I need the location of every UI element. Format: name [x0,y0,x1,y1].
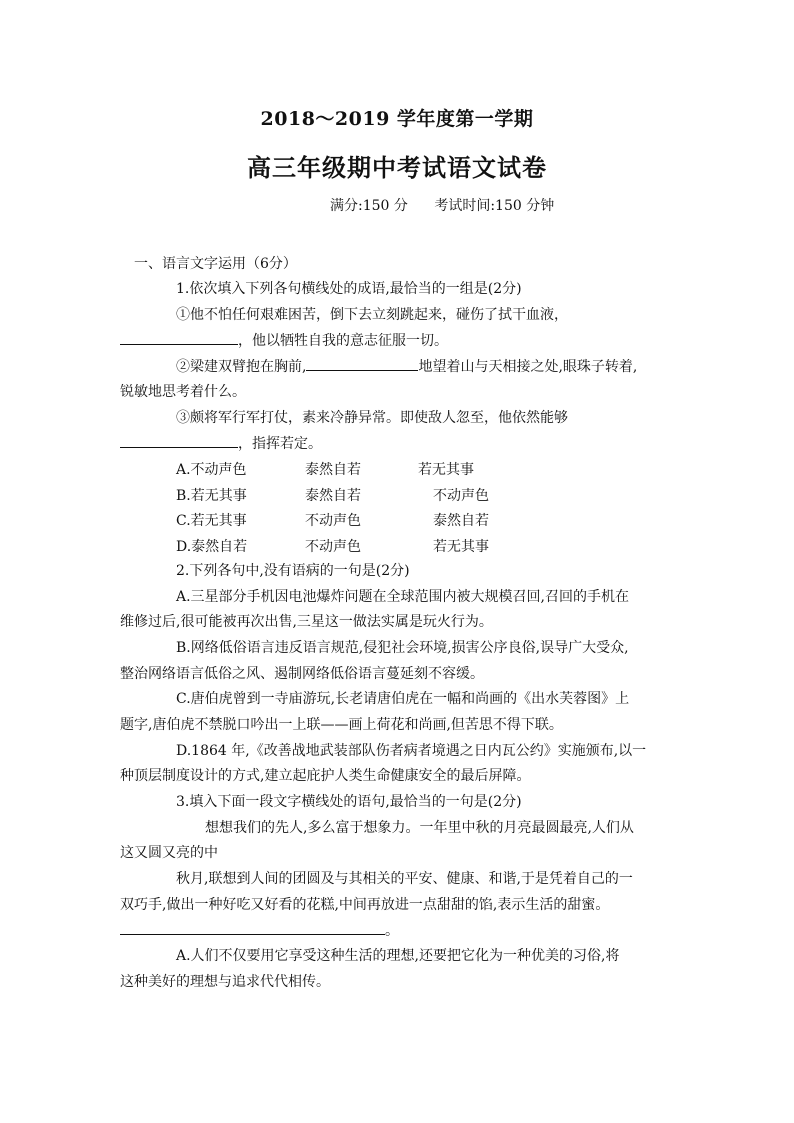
q3-passage-line5: 。 [120,920,399,941]
q1-stem: 1.依次填入下列各句横线处的成语,最恰当的一组是(2分) [176,281,522,297]
q3-stem: 3.填入下面一段文字横线处的语句,最恰当的一句是(2分) [176,794,522,810]
q1-option-b-3: 不动声色 [433,488,489,504]
q2-option-a-line1: A.三星部分手机因电池爆炸问题在全球范围内被大规模召回,召回的手机在 [176,589,630,605]
q3-option-a-line1: A.人们不仅要用它享受这种生活的理想,还要把它化为一种优美的习俗,将 [176,948,620,964]
q1-sentence3-line1: ③颇将军行军打仗，素来冷静异常。即使敌人忽至，他依然能够 [176,410,568,426]
section-heading: 一、语言文字运用（6分） [134,256,297,272]
q1-option-a-3: 若无其事 [418,462,474,478]
q2-option-d-line1: D.1864 年,《改善战地武装部队伤者病者境遇之日内瓦公约》实施颁布,以一 [176,743,647,759]
q1-option-d-3: 若无其事 [433,539,489,555]
blank-line [306,356,418,371]
q1-option-d-1: D.泰然自若 [176,539,248,555]
q1-sentence1-line2: ，他以牺牲自我的意志征服一切。 [120,330,448,351]
q1-option-a-2: 泰然自若 [305,462,361,478]
q1-option-a-1: A.不动声色 [176,462,247,478]
q1-option-c-2: 不动声色 [305,513,361,529]
q3-passage-line3: 秋月,联想到人间的团圆及与其相关的平安、健康、和谐,于是凭着自己的一 [176,871,633,887]
q1-option-d-2: 不动声色 [305,539,361,555]
q1-sentence2-line2: 锐敏地思考着什么。 [120,384,246,400]
q2-option-c-line1: C.唐伯虎曾到一寺庙游玩,长老请唐伯虎在一幅和尚画的《出水芙蓉图》上 [176,691,630,707]
q1-option-c-3: 泰然自若 [433,513,489,529]
q3-passage-line1: 想想我们的先人,多么富于想象力。一年里中秋的月亮最圆最亮,人们从 [205,820,634,836]
blank-line [120,433,238,448]
exam-title: 高三年级期中考试语文试卷 [247,153,547,182]
q2-option-b-line2: 整治网络语言低俗之风、遏制网络低俗语言蔓延刻不容缓。 [120,666,484,682]
blank-line [120,920,385,935]
q2-option-b-line1: B.网络低俗语言违反语言规范,侵犯社会环境,损害公序良俗,误导广大受众, [176,640,629,656]
q1-sentence3-line2: ，指挥若定。 [120,433,322,454]
q1-option-c-1: C.若无其事 [176,513,247,529]
q1-option-b-1: B.若无其事 [176,488,247,504]
q3-passage-line4: 双巧手,做出一种好吃又好看的花糕,中间再放进一点甜甜的馅,表示生活的甜蜜。 [120,897,610,913]
q1-option-b-2: 泰然自若 [305,488,361,504]
q1-sentence2-line1: ②梁建双臂抱在胸前, 地望着山与天相接之处,眼珠子转着, [176,356,637,377]
exam-meta [330,195,576,215]
q2-option-c-line2: 题字,唐伯虎不禁脱口吟出一上联——画上荷花和尚画,但苦思不得下联。 [120,717,563,733]
q3-passage-line2: 这又圆又亮的中 [120,845,218,861]
q2-option-a-line2: 维修过后,很可能被再次出售,三星这一做法实属是玩火行为。 [120,614,493,630]
q2-option-d-line2: 种顶层制度设计的方式,建立起庇护人类生命健康安全的最后屏障。 [120,768,531,784]
exam-time: 考试时间:150 分钟 [434,198,555,214]
q1-sentence1-line1: ①他不怕任何艰难困苦，倒下去立刻跳起来，碰伤了拭干血液， [176,307,568,323]
q2-stem: 2.下列各句中,没有语病的一句是(2分) [176,563,410,579]
term-heading: 2018～2019 学年度第一学期 [260,108,534,130]
q3-option-a-line2: 这种美好的理想与追求代代相传。 [120,974,330,990]
full-score: 满分:150 分 [330,198,408,214]
blank-line [120,330,238,345]
